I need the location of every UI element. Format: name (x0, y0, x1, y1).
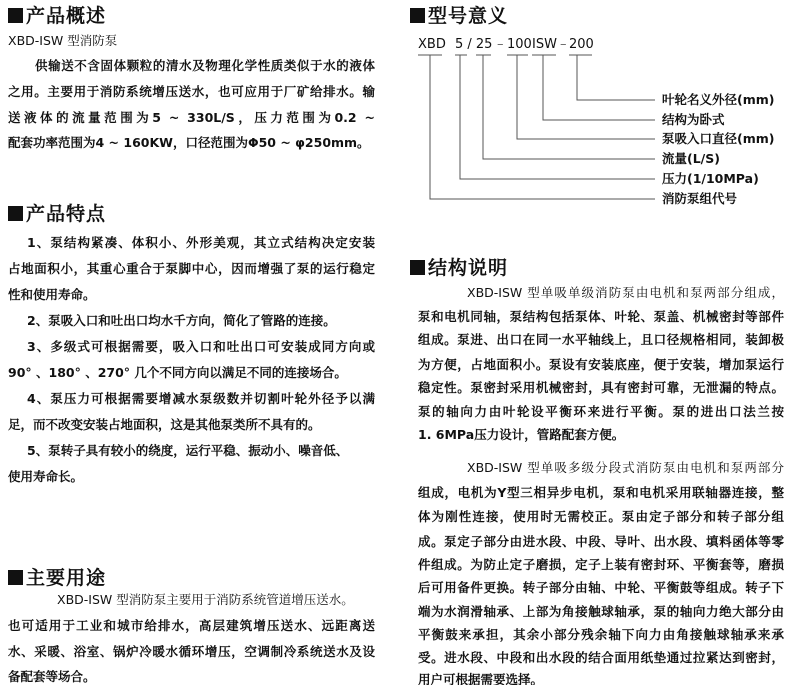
feature-line: 5、泵转子具有较小的绕度，运行平稳、振动小、噪音低、 (27, 443, 349, 458)
model-code-structure: ISW (532, 37, 557, 52)
heading-text: 主要用途 (26, 567, 107, 589)
model-label-inlet: 泵吸入口直径(mm) (662, 131, 775, 146)
model-label-flow: 流量(L/S) (662, 151, 720, 166)
model-code-series: XBD (418, 37, 446, 52)
uses-heading (8, 566, 106, 590)
feature-line: 占地面积小，其重心重合于泵脚中心，因而增强了泵的运行稳定 (8, 261, 375, 276)
feature-line: 2、泵吸入口和吐出口均水千方向，简化了管路的连接。 (27, 313, 336, 328)
structure-line: 稳定性。泵密封采用机械密封，具有密封可靠，无泄漏的特点。 (418, 380, 784, 395)
feature-line: 90° 、180° 、270° 几个不同方向以满足不同的连接场合。 (8, 365, 347, 380)
structure-line: 受。进水段、中段和出水段的结合面用纸垫通过拉紧达到密封， (418, 650, 784, 665)
structure-line: XBD-ISW 型单吸单级消防泵由电机和泵两部分组成， (467, 285, 784, 300)
model-label-impeller: 叶轮名义外径(mm) (662, 92, 775, 107)
uses-line: 水、采暖、浴室、锅炉冷暖水循环增压，空调制冷系统送水及设 (8, 644, 375, 659)
structure-line: XBD-ISW 型单吸多级分段式消防泵由电机和泵两部分 (467, 460, 784, 475)
structure-line: 泵和电机同轴，泵结构包括泵体、叶轮、泵盖、机械密封等部件 (418, 309, 784, 324)
structure-line: 为方便，占地面积小。泵设有安装底座，便于安装，增加泵运行 (418, 357, 784, 372)
overview-line: 之用。主要用于消防系统增压送水，也可应用于厂矿给排水。输 (8, 84, 375, 99)
square-bullet-icon (410, 260, 425, 275)
model-label-structure: 结构为卧式 (662, 112, 725, 127)
structure-line: 件组成。为防止定子磨损，定子上装有密封环、平衡套等，磨损 (418, 557, 784, 572)
uses-line: XBD-ISW 型消防泵主要用于消防系统管道增压送水。 (57, 592, 354, 607)
uses-line: 也可适用于工业和城市给排水，高层建筑增压送水、远距离送 (8, 618, 375, 633)
structure-line: 组成。泵进、出口在同一水平轴线上，且口径规格相同，装卸极 (418, 332, 784, 347)
feature-line: 1、泵结构紧凑、体积小、外形美观，其立式结构决定安装 (27, 235, 375, 250)
structure-heading (410, 256, 508, 280)
structure-line: 平衡鼓来承担，其余小部分残余轴下向力由角接触球轴承来承 (418, 627, 784, 642)
overview-subtitle: XBD-ISW 型消防泵 (8, 33, 118, 48)
model-code-dash: – (560, 37, 567, 52)
feature-line: 使用寿命长。 (8, 469, 84, 484)
square-bullet-icon (8, 570, 23, 585)
structure-line: 组成，电机为Y型三相异步电机，泵和电机采用联轴器连接，整 (418, 485, 784, 500)
model-label-series: 消防泵组代号 (662, 191, 738, 206)
heading-text: 产品概述 (26, 5, 107, 27)
structure-line: 后可用备件更换。转子部分由轴、中轮、平衡鼓等组成。转子下 (418, 580, 784, 595)
uses-line: 备配套等场合。 (8, 669, 96, 684)
feature-line: 4、泵压力可根据需要增减水泵级数并切割叶轮外径予以满 (27, 391, 375, 406)
structure-line: 1. 6MPa压力设计，管路配套方便。 (418, 427, 625, 442)
model-code-inlet: 100 (507, 37, 532, 52)
heading-text: 结构说明 (428, 257, 509, 279)
model-label-pressure: 压力(1/10MPa) (662, 171, 759, 186)
structure-line: 泵的轴向力由叶轮设平衡环来进行平衡。泵的进出口法兰按 (418, 404, 784, 419)
overview-line: 供输送不含固体颗粒的清水及物理化学性质类似于水的液体 (35, 58, 375, 73)
structure-line: 成。泵定子部分由进水段、中段、导叶、出水段、填料函体等零 (418, 534, 784, 549)
heading-text: 型号意义 (428, 5, 509, 27)
feature-line: 足，而不改变安装占地面积，这是其他泵类所不具有的。 (8, 417, 321, 432)
model-connector-lines (0, 0, 790, 220)
overview-line: 配套功率范围为4 ~ 160KW，口径范围为Φ50 ~ φ250mm。 (8, 135, 370, 150)
overview-line: 送液体的流量范围为5 ~ 330L/S，压力范围为0.2 ~ (8, 110, 375, 125)
model-code-pressure-flow: 5 / 25 (455, 37, 493, 52)
feature-line: 性和使用寿命。 (8, 287, 96, 302)
feature-line: 3、多级式可根据需要，吸入口和吐出口可安装成同方向或 (27, 339, 375, 354)
structure-line: 体为刚性连接，使用时无需校正。泵由定子部分和转子部分组 (418, 509, 784, 524)
heading-text: 产品特点 (26, 203, 107, 225)
structure-line: 端为水润滑轴承、上部为角接触球轴承，泵的轴向力绝大部分由 (418, 604, 784, 619)
model-code-dash: – (497, 37, 504, 52)
model-code-impeller: 200 (569, 37, 594, 52)
structure-line: 用户可根据需要选择。 (418, 672, 544, 685)
